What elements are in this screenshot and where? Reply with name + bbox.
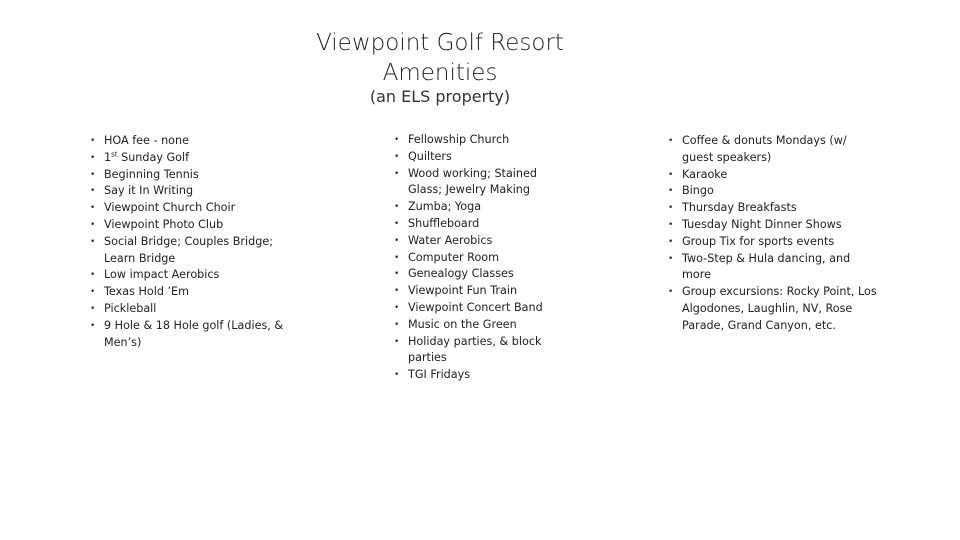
list-item: • Viewpoint Concert Band (392, 300, 552, 317)
list-item: • Viewpoint Photo Club (88, 217, 303, 234)
list-item: • Two-Step & Hula dancing, and more (666, 251, 881, 285)
list-item: • Music on the Green (392, 317, 552, 334)
list-item: • Viewpoint Fun Train (392, 283, 552, 300)
list-item-text: 1st Sunday Golf (104, 150, 190, 164)
amenities-column-3 (666, 133, 881, 335)
list-item: • Social Bridge; Couples Bridge; Learn Bridge (88, 234, 303, 268)
slide-title (300, 28, 580, 88)
list-item: • Bingo (666, 183, 881, 200)
list-item: • Karaoke (666, 167, 881, 184)
amenities-column-1 (88, 133, 303, 351)
list-item: • Quilters (392, 149, 552, 166)
list-item: • Wood working; Stained Glass; Jewelry Making (392, 166, 552, 200)
list-item: • Coffee & donuts Mondays (w/ guest speakers) (666, 133, 881, 167)
slide-title-line-2: Amenities (382, 60, 498, 86)
list-item: • TGI Fridays (392, 367, 552, 384)
list-item: • Beginning Tennis (88, 167, 303, 184)
list-item: • Water Aerobics (392, 233, 552, 250)
slide-title-line-1: Viewpoint Golf Resort (316, 30, 564, 56)
list-item: • Computer Room (392, 250, 552, 267)
list-item (88, 150, 303, 167)
list-item: • 9 Hole & 18 Hole golf (Ladies, & Men’s) (88, 318, 303, 352)
amenities-column-2 (392, 132, 552, 384)
list-item: • Tuesday Night Dinner Shows (666, 217, 881, 234)
list-item: • HOA fee - none (88, 133, 303, 150)
list-item: • Genealogy Classes (392, 266, 552, 283)
list-item: • Low impact Aerobics (88, 267, 303, 284)
list-item: • Viewpoint Church Choir (88, 200, 303, 217)
list-item: • Fellowship Church (392, 132, 552, 149)
list-item: • Holiday parties, & block parties (392, 334, 552, 368)
list-item: • Group excursions: Rocky Point, Los Algodones, Laughlin, NV, Rose Parade, Grand Canyon, etc. (666, 284, 881, 334)
list-item: • Pickleball (88, 301, 303, 318)
slide-subtitle: (an ELS property) (369, 87, 511, 106)
list-item: • Group Tix for sports events (666, 234, 881, 251)
list-item: • Say it In Writing (88, 183, 303, 200)
list-item: • Texas Hold ’Em (88, 284, 303, 301)
list-item: • Zumba; Yoga (392, 199, 552, 216)
list-item: • Thursday Breakfasts (666, 200, 881, 217)
list-item: • Shuffleboard (392, 216, 552, 233)
